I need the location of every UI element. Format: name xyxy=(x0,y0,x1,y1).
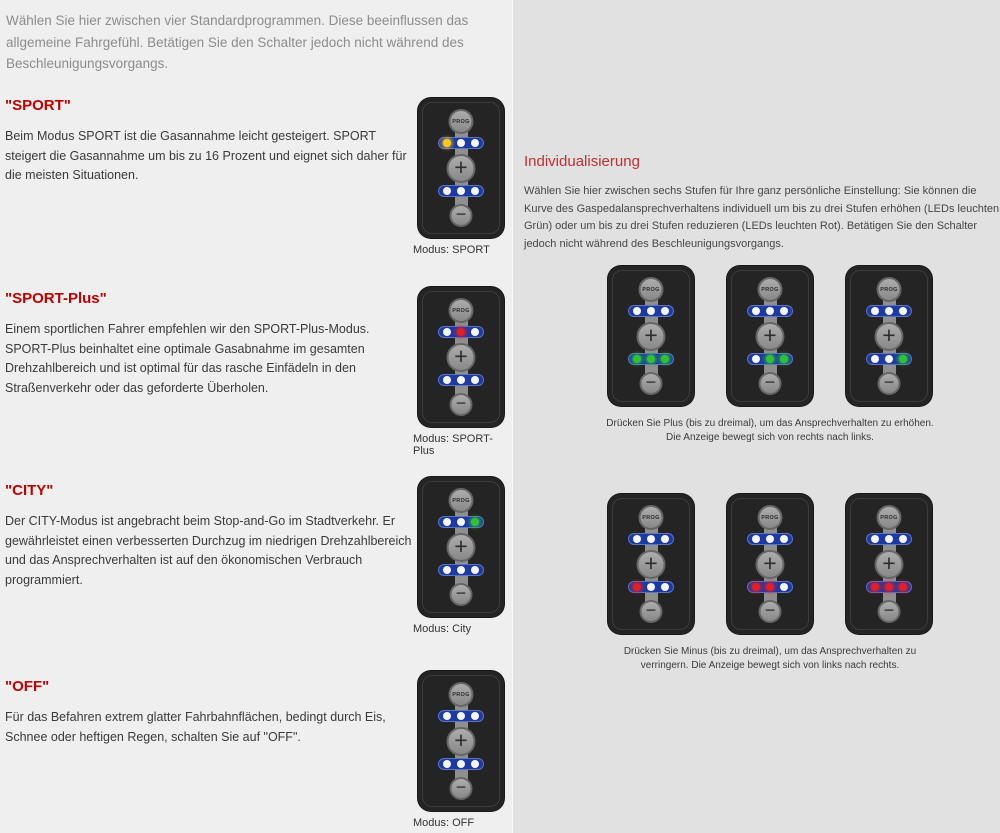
led-white-indicator xyxy=(457,187,465,195)
led-green-indicator xyxy=(633,355,641,363)
plus-button-graphic: + xyxy=(447,533,476,562)
plus-demo-caption: Drücken Sie Plus (bis zu dreimal), um das Ansprechverhalten zu erhöhen. Die Anzeige bewegt sich von rechts nach links. xyxy=(606,418,934,443)
led-green-indicator xyxy=(780,355,788,363)
led-row-top xyxy=(438,326,484,338)
led-red-indicator xyxy=(766,583,774,591)
led-white-indicator xyxy=(780,535,788,543)
plus-button-graphic: + xyxy=(756,550,785,579)
off-body: Für das Befahren extrem glatter Fahrbahnflächen, bedingt durch Eis, Schnee oder heftigen Regen, schalten Sie auf "OFF". xyxy=(5,710,386,744)
pedalbox-device-image xyxy=(608,266,694,406)
sport-plus-body: Einem sportlichen Fahrer empfehlen wir den SPORT-Plus-Modus. SPORT-Plus beinhaltet eine optimale Gasabnahme im gesamten Drehzahlbereich und ist optimal für das rasche Einfädeln in den Straßenverkehr oder das geforderte Überholen. xyxy=(5,322,370,395)
led-white-indicator xyxy=(647,535,655,543)
led-white-indicator xyxy=(457,376,465,384)
minus-button-graphic: − xyxy=(759,600,782,623)
led-white-indicator xyxy=(647,307,655,315)
led-row-bottom xyxy=(628,353,674,365)
pedalbox-device-image xyxy=(846,494,932,634)
prog-button-graphic: PROG xyxy=(449,109,474,134)
led-white-indicator xyxy=(766,535,774,543)
led-white-indicator xyxy=(899,535,907,543)
led-row-bottom xyxy=(866,581,912,593)
led-row-top xyxy=(438,137,484,149)
led-white-indicator xyxy=(471,328,479,336)
led-white-indicator xyxy=(766,307,774,315)
prog-button-graphic: PROG xyxy=(639,505,664,530)
led-red-indicator xyxy=(633,583,641,591)
device-figure-off xyxy=(410,671,512,829)
minus-demo-row xyxy=(608,494,932,634)
led-red-indicator xyxy=(752,583,760,591)
prog-button-graphic: PROG xyxy=(449,488,474,513)
led-row-top xyxy=(438,710,484,722)
individualisierung-panel xyxy=(512,0,1000,833)
prog-button-graphic: PROG xyxy=(449,682,474,707)
minus-button-graphic: − xyxy=(640,600,663,623)
led-green-indicator xyxy=(647,355,655,363)
led-white-indicator xyxy=(443,328,451,336)
minus-button-graphic: − xyxy=(640,372,663,395)
plus-button-graphic: + xyxy=(447,343,476,372)
led-white-indicator xyxy=(885,355,893,363)
led-white-indicator xyxy=(647,583,655,591)
led-white-indicator xyxy=(457,139,465,147)
led-white-indicator xyxy=(443,760,451,768)
led-white-indicator xyxy=(885,535,893,543)
prog-button-graphic: PROG xyxy=(758,505,783,530)
minus-button-graphic: − xyxy=(450,583,473,606)
led-white-indicator xyxy=(899,307,907,315)
prog-button-graphic: PROG xyxy=(449,298,474,323)
led-red-indicator xyxy=(457,328,465,336)
device-figure-sport-plus xyxy=(410,287,512,457)
led-white-indicator xyxy=(780,307,788,315)
section-city xyxy=(5,482,417,590)
led-white-indicator xyxy=(471,760,479,768)
device-caption-sport-plus: Modus: SPORT-Plus xyxy=(413,433,493,457)
led-white-indicator xyxy=(661,535,669,543)
off-heading: "OFF" xyxy=(5,678,50,695)
prog-button-graphic: PROG xyxy=(877,505,902,530)
pedalbox-device-image xyxy=(418,477,504,617)
led-white-indicator xyxy=(457,518,465,526)
pedalbox-device-image xyxy=(418,671,504,811)
led-red-indicator xyxy=(885,583,893,591)
city-body: Der CITY-Modus ist angebracht beim Stop-and-Go im Stadtverkehr. Er gewährleistet einen verbesserten Durchzug im niedrigen Drehzahlbereich und das Ansprechverhalten ist auf den ökonomischen Verbrauch programmiert. xyxy=(5,514,412,587)
led-green-indicator xyxy=(766,355,774,363)
minus-button-graphic: − xyxy=(450,204,473,227)
section-sport-plus xyxy=(5,290,417,398)
led-white-indicator xyxy=(443,187,451,195)
led-row-bottom xyxy=(747,581,793,593)
plus-button-graphic: + xyxy=(875,322,904,351)
led-row-top xyxy=(438,516,484,528)
led-white-indicator xyxy=(871,307,879,315)
pedalbox-device-image xyxy=(727,266,813,406)
led-white-indicator xyxy=(780,583,788,591)
led-white-indicator xyxy=(471,376,479,384)
led-row-top xyxy=(628,533,674,545)
led-row-bottom xyxy=(438,758,484,770)
plus-button-graphic: + xyxy=(447,727,476,756)
led-row-bottom xyxy=(438,374,484,386)
plus-button-graphic: + xyxy=(756,322,785,351)
led-green-indicator xyxy=(661,355,669,363)
pedalbox-device-image xyxy=(608,494,694,634)
led-white-indicator xyxy=(661,307,669,315)
device-caption-sport: Modus: SPORT xyxy=(413,244,490,256)
led-white-indicator xyxy=(443,376,451,384)
pedalbox-device-image xyxy=(418,98,504,238)
device-figure-city xyxy=(410,477,512,635)
device-caption-city: Modus: City xyxy=(413,623,472,635)
sport-body: Beim Modus SPORT ist die Gasannahme leicht gesteigert. SPORT steigert die Gasannahme um bis zu 16 Prozent und eignet sich daher für die meisten Situationen. xyxy=(5,129,407,182)
plus-demo-row xyxy=(608,266,932,406)
led-green-indicator xyxy=(899,355,907,363)
led-white-indicator xyxy=(871,355,879,363)
led-white-indicator xyxy=(471,712,479,720)
led-white-indicator xyxy=(443,566,451,574)
device-figure-sport xyxy=(410,98,512,256)
led-row-bottom xyxy=(866,353,912,365)
device-caption-off: Modus: OFF xyxy=(413,817,475,829)
section-off xyxy=(5,678,417,747)
led-white-indicator xyxy=(443,712,451,720)
plus-button-graphic: + xyxy=(637,550,666,579)
prog-button-graphic: PROG xyxy=(639,277,664,302)
led-row-bottom xyxy=(628,581,674,593)
led-row-bottom xyxy=(438,564,484,576)
led-white-indicator xyxy=(752,355,760,363)
minus-button-graphic: − xyxy=(759,372,782,395)
led-row-bottom xyxy=(438,185,484,197)
section-sport xyxy=(5,97,417,186)
led-white-indicator xyxy=(457,566,465,574)
led-row-top xyxy=(866,533,912,545)
led-row-top xyxy=(747,533,793,545)
plus-button-graphic: + xyxy=(637,322,666,351)
pedalbox-device-image xyxy=(846,266,932,406)
led-row-top xyxy=(866,305,912,317)
led-white-indicator xyxy=(471,187,479,195)
led-white-indicator xyxy=(457,760,465,768)
minus-button-graphic: − xyxy=(878,600,901,623)
sport-plus-heading: "SPORT-Plus" xyxy=(5,290,107,307)
prog-button-graphic: PROG xyxy=(758,277,783,302)
individualisierung-heading: Individualisierung xyxy=(524,153,640,170)
intro-text: Wählen Sie hier zwischen vier Standardprogrammen. Diese beeinflussen das allgemeine Fahrgefühl. Betätigen Sie den Schalter jedoch nicht während des Beschleunigungsvorgangs. xyxy=(6,13,469,71)
prog-button-graphic: PROG xyxy=(877,277,902,302)
pedalbox-device-image xyxy=(727,494,813,634)
led-white-indicator xyxy=(471,566,479,574)
led-white-indicator xyxy=(885,307,893,315)
led-row-bottom xyxy=(747,353,793,365)
led-row-top xyxy=(628,305,674,317)
led-yellow-indicator xyxy=(443,139,451,147)
led-row-top xyxy=(747,305,793,317)
plus-button-graphic: + xyxy=(447,154,476,183)
led-white-indicator xyxy=(457,712,465,720)
plus-button-graphic: + xyxy=(875,550,904,579)
led-white-indicator xyxy=(443,518,451,526)
minus-demo-caption: Drücken Sie Minus (bis zu dreimal), um das Ansprechverhalten zu verringern. Die Anzeige bewegt sich von links nach rechts. xyxy=(623,646,917,671)
minus-button-graphic: − xyxy=(450,393,473,416)
led-red-indicator xyxy=(899,583,907,591)
minus-button-graphic: − xyxy=(450,777,473,800)
led-red-indicator xyxy=(871,583,879,591)
minus-button-graphic: − xyxy=(878,372,901,395)
individualisierung-body: Wählen Sie hier zwischen sechs Stufen für Ihre ganz persönliche Einstellung: Sie können die Kurve des Gaspedalansprechverhaltens individuell um bis zu drei Stufen erhöhen (LEDs leuchten Grün) oder um bis zu drei Stufen reduzieren (LEDs leuchten Rot). Betätigen Sie den Schalter jedoch nicht während des Beschleunigungsvorgangs. xyxy=(524,185,1000,250)
led-white-indicator xyxy=(871,535,879,543)
city-heading: "CITY" xyxy=(5,482,54,499)
sport-heading: "SPORT" xyxy=(5,97,71,114)
led-white-indicator xyxy=(471,139,479,147)
led-white-indicator xyxy=(633,307,641,315)
pedalbox-device-image xyxy=(418,287,504,427)
led-white-indicator xyxy=(633,535,641,543)
led-white-indicator xyxy=(661,583,669,591)
led-white-indicator xyxy=(752,535,760,543)
led-white-indicator xyxy=(752,307,760,315)
led-green-indicator xyxy=(471,518,479,526)
